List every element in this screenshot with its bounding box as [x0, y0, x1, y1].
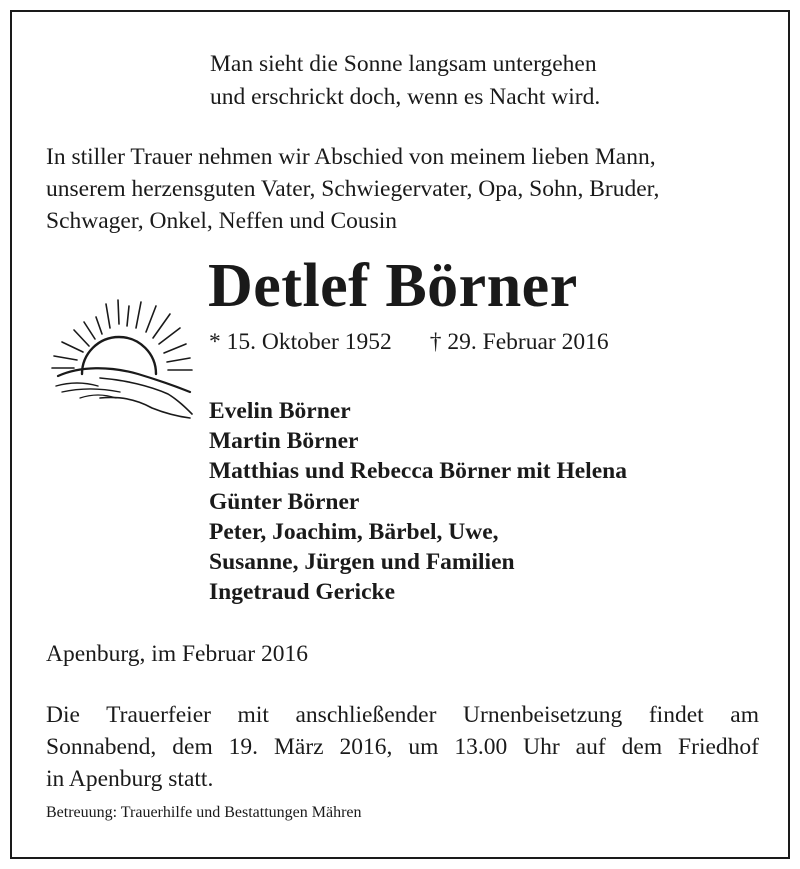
obituary-content: [12, 12, 788, 857]
death-date: † 29. Februar 2016: [429, 329, 609, 355]
obituary-frame: [10, 10, 790, 859]
funeral-service-info: [46, 699, 759, 795]
family-member: Ingetraud Gericke: [209, 579, 396, 606]
quote-line: Man sieht die Sonne langsam untergehen: [210, 51, 597, 77]
family-member: Evelin Börner: [209, 398, 351, 424]
family-member: Susanne, Jürgen und Familien: [209, 549, 515, 576]
quote-line: und erschrickt doch, wenn es Nacht wird.: [210, 84, 601, 110]
deceased-name: Detlef Börner: [208, 252, 578, 320]
intro-text: [46, 141, 766, 237]
service-line: Die Trauerfeier mit anschließender Urnenbeisetzung findet am: [46, 702, 759, 728]
service-line: Sonnabend, dem 19. März 2016, um 13.00 Uhr auf dem Friedhof: [46, 734, 759, 760]
family-member: Günter Börner: [209, 488, 360, 515]
service-line: in Apenburg statt.: [46, 766, 214, 792]
care-notice: Betreuung: Trauerhilfe und Bestattungen Mähren: [46, 804, 362, 821]
family-list: [209, 396, 627, 607]
life-dates: [209, 327, 609, 357]
birth-date: * 15. Oktober 1952: [209, 329, 392, 355]
quote: [210, 48, 600, 114]
family-member: Martin Börner: [209, 428, 359, 455]
family-member: Matthias und Rebecca Börner mit Helena: [209, 458, 627, 485]
sunset-icon: [40, 282, 198, 420]
family-member: Peter, Joachim, Bärbel, Uwe,: [209, 518, 499, 545]
intro-line: Schwager, Onkel, Neffen und Cousin: [46, 208, 398, 234]
place-date: Apenburg, im Februar 2016: [46, 641, 308, 667]
intro-line: unserem herzensguten Vater, Schwiegervater, Opa, Sohn, Bruder,: [46, 176, 660, 202]
intro-line: In stiller Trauer nehmen wir Abschied von meinem lieben Mann,: [46, 144, 656, 170]
